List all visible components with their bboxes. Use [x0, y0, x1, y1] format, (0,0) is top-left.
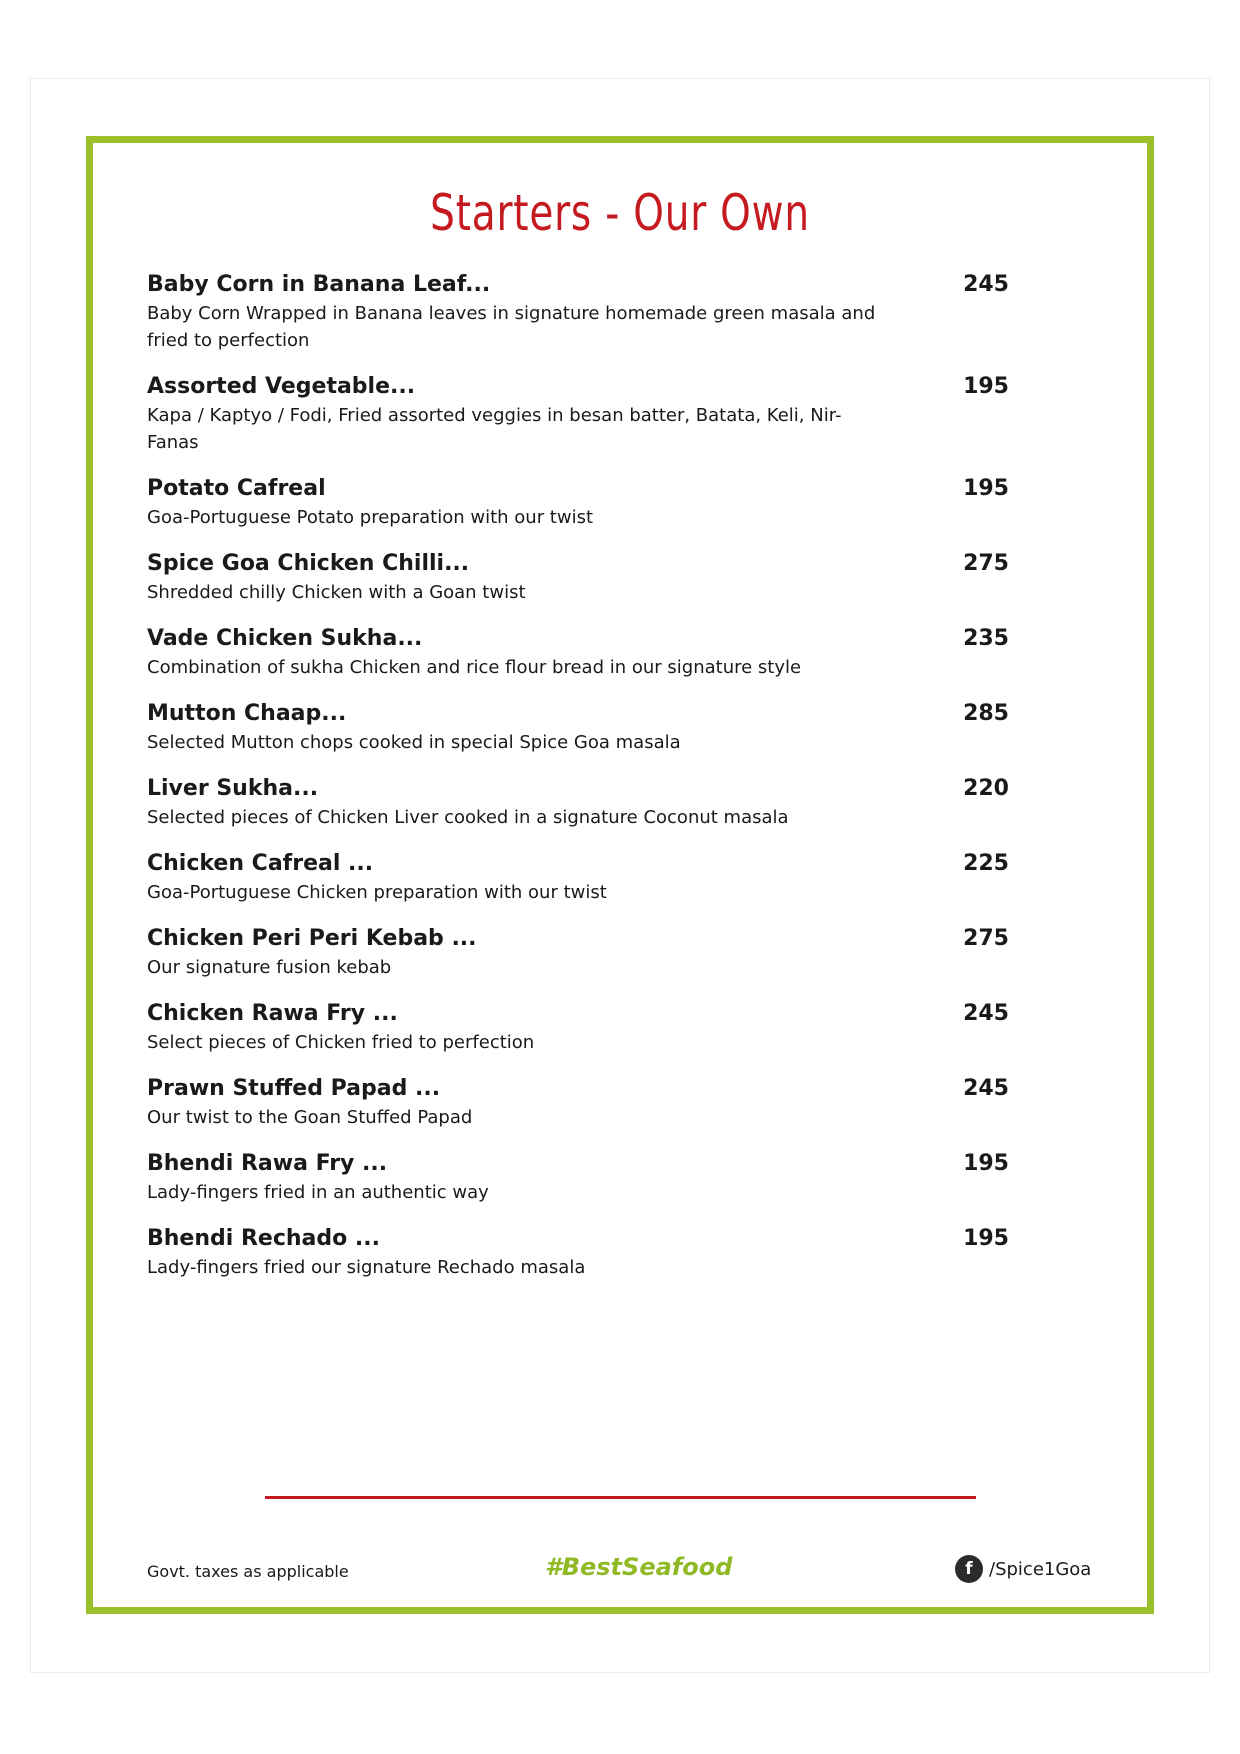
item-name: Baby Corn in Banana Leaf... — [147, 272, 491, 297]
menu-item — [147, 774, 1037, 831]
item-price: 245 — [963, 1076, 1009, 1101]
item-description: Goa-Portuguese Chicken preparation with our twist — [147, 882, 607, 903]
item-price: 275 — [963, 926, 1009, 951]
social-handle-group — [955, 1555, 1091, 1583]
social-handle: /Spice1Goa — [989, 1558, 1092, 1580]
item-price: 235 — [963, 626, 1009, 651]
item-price: 275 — [963, 551, 1009, 576]
hashtag-text: #BestSeafood — [545, 1553, 733, 1581]
item-name: Chicken Cafreal ... — [147, 851, 374, 876]
item-description: Lady-fingers fried our signature Rechado masala — [147, 1257, 586, 1278]
item-name: Spice Goa Chicken Chilli... — [147, 551, 470, 576]
item-description: Selected Mutton chops cooked in special Spice Goa masala — [147, 732, 681, 753]
footer-divider — [265, 1496, 976, 1499]
item-name: Liver Sukha... — [147, 776, 319, 801]
menu-list — [147, 270, 1037, 1299]
menu-item — [147, 699, 1037, 756]
item-name: Prawn Stuffed Papad ... — [147, 1076, 441, 1101]
menu-item — [147, 1224, 1037, 1281]
menu-item — [147, 1149, 1037, 1206]
item-name: Bhendi Rechado ... — [147, 1226, 380, 1251]
item-description: Goa-Portuguese Potato preparation with our twist — [147, 507, 594, 528]
menu-item — [147, 270, 1037, 354]
item-name: Bhendi Rawa Fry ... — [147, 1151, 388, 1176]
item-price: 195 — [963, 1151, 1009, 1176]
item-price: 245 — [963, 272, 1009, 297]
facebook-icon: f — [955, 1555, 983, 1583]
menu-item — [147, 624, 1037, 681]
item-description: Select pieces of Chicken fried to perfection — [147, 1032, 535, 1053]
item-price: 225 — [963, 851, 1009, 876]
page-title: Starters - Our Own — [430, 184, 810, 242]
item-description: Selected pieces of Chicken Liver cooked in a signature Coconut masala — [147, 807, 789, 828]
item-description: Shredded chilly Chicken with a Goan twist — [147, 582, 526, 603]
menu-item — [147, 849, 1037, 906]
menu-item — [147, 549, 1037, 606]
item-description: Lady-fingers fried in an authentic way — [147, 1182, 489, 1203]
taxes-note: Govt. taxes as applicable — [147, 1562, 349, 1581]
item-price: 195 — [963, 1226, 1009, 1251]
item-description: Baby Corn Wrapped in Banana leaves in signature homemade green masala and fried to perfection — [147, 303, 876, 351]
menu-item — [147, 924, 1037, 981]
item-price: 285 — [963, 701, 1009, 726]
menu-item — [147, 1074, 1037, 1131]
menu-item — [147, 372, 1037, 456]
item-name: Chicken Peri Peri Kebab ... — [147, 926, 477, 951]
item-description: Combination of sukha Chicken and rice flour bread in our signature style — [147, 657, 802, 678]
menu-item — [147, 999, 1037, 1056]
menu-item — [147, 474, 1037, 531]
item-price: 195 — [963, 374, 1009, 399]
item-price: 245 — [963, 1001, 1009, 1026]
item-name: Mutton Chaap... — [147, 701, 347, 726]
item-description: Our twist to the Goan Stuffed Papad — [147, 1107, 473, 1128]
item-name: Vade Chicken Sukha... — [147, 626, 423, 651]
item-description: Kapa / Kaptyo / Fodi, Fried assorted veggies in besan batter, Batata, Keli, Nir-Fanas — [147, 405, 842, 453]
item-price: 195 — [963, 476, 1009, 501]
item-price: 220 — [963, 776, 1009, 801]
item-name: Potato Cafreal — [147, 476, 326, 501]
item-description: Our signature fusion kebab — [147, 957, 392, 978]
item-name: Assorted Vegetable... — [147, 374, 416, 399]
item-name: Chicken Rawa Fry ... — [147, 1001, 398, 1026]
